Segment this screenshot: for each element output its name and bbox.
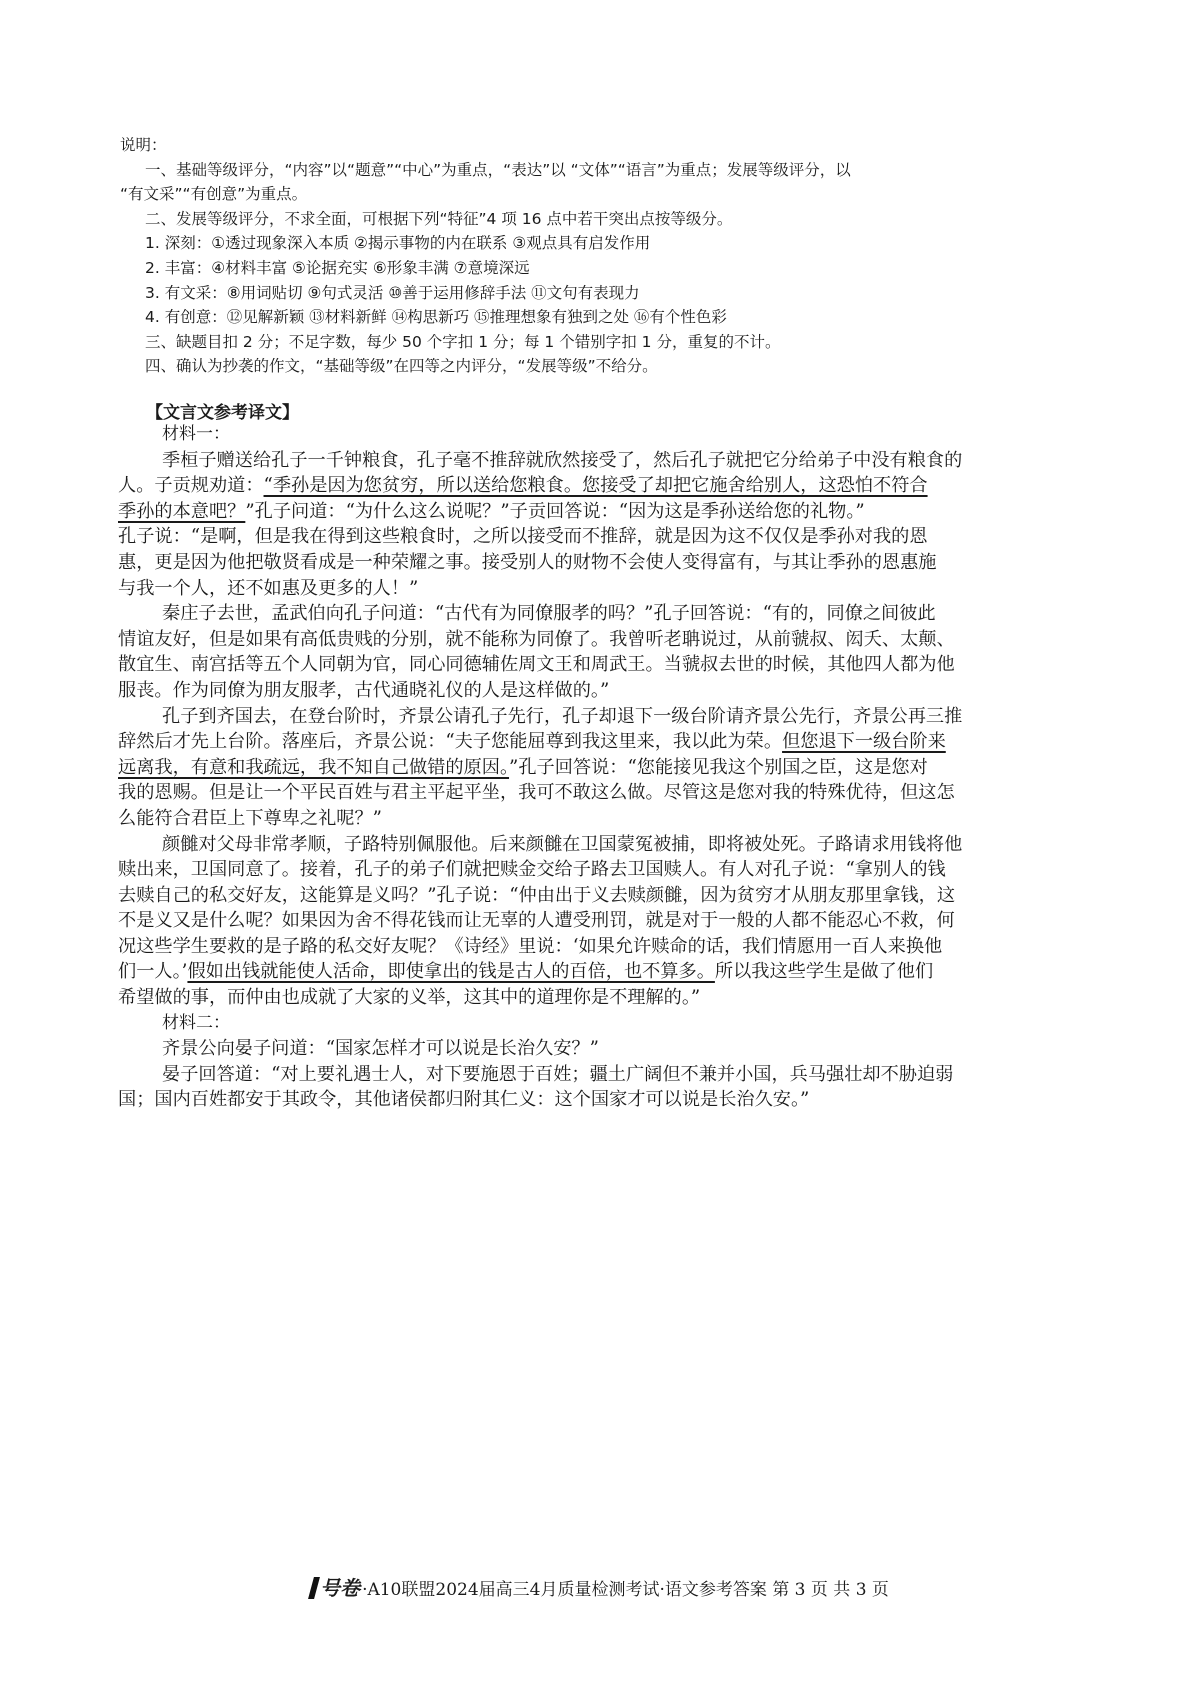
text-line: 季桓子赠送给孔子一千钟粮食，孔子毫不推辞就欣然接受了，然后孔子就把它分给弟子中没有粮食的 [162,449,963,471]
brand-mark-icon [308,1577,320,1599]
text-line: 孔子说：“是啊，但是我在得到这些粮食时，之所以接受而不推辞，就是因为这不仅仅是季孙对我的恩 [118,526,928,548]
text-line: 孔子到齐国去，在登台阶时，齐景公请孔子先行，孔子却退下一级台阶请齐景公先行，齐景公再三推 [162,705,963,727]
text-line: 惠，更是因为他把敬贤看成是一种荣耀之事。接受别人的财物不会使人变得富有，与其让季孙的恩惠施 [118,551,937,573]
underlined-text: 季孙的本意吧？ [118,500,246,522]
underlined-text: 但您退下一级台阶来 [782,731,946,753]
translation-title: 【文言文参考译文】 [146,403,299,423]
notes-line: 2. 丰富：④材料丰富 ⑤论据充实 ⑥形象丰满 ⑦意境深远 [145,258,530,277]
text-line: 秦庄子去世，孟武伯向孔子问道：“古代有为同僚服孝的吗？”孔子回答说：“有的，同僚之间彼此 [162,603,936,625]
text-span: 们一人。’ [118,961,188,983]
notes-title: 说明： [120,136,167,154]
text-line: 情谊友好，但是如果有高低贵贱的分别，就不能称为同僚了。我曾听老聃说过，从前虢叔、闳夭、太颠、 [118,628,955,650]
notes-line: 1. 深刻：①透过现象深入本质 ②揭示事物的内在联系 ③观点具有启发作用 [145,234,651,253]
text-line [118,959,1096,985]
notes-line: 4. 有创意：⑫见解新颖 ⑬材料新鲜 ⑭构思新巧 ⑮推理想象有独到之处 ⑯有个性色彩 [145,308,727,327]
footer-text: ·A10联盟2024届高三4月质量检测考试·语文参考答案 第 3 页 共 3 页 [362,1580,889,1600]
material-two-heading: 材料二： [162,1012,230,1033]
scoring-notes [120,133,1090,379]
notes-line: 四、确认为抄袭的作文，“基础等级”在四等之内评分，“发展等级”不给分。 [145,357,658,376]
brand-logo-text: 号卷 [320,1576,361,1600]
material-one-heading: 材料一： [162,424,230,444]
text-line: 况这些学生要救的是子路的私交好友呢？《诗经》里说：‘如果允许赎命的话，我们情愿用一百人来换他 [118,935,943,957]
text-span: ”孔子问道：“为什么这么说呢？”子贡回答说：“因为这是季孙送给您的礼物。” [245,500,865,522]
notes-line: 二、发展等级评分，不求全面，可根据下列“特征”4 项 16 点中若干突出点按等级分。 [145,209,733,228]
underlined-text: 假如出钱就能使人活命，即使拿出的钱是古人的百倍，也不算多。 [187,961,715,983]
text-line: 颜雠对父母非常孝顺，子路特别佩服他。后来颜雠在卫国蒙冤被捕，即将被处死。子路请求用钱将他 [162,833,963,855]
text-line [118,473,1096,499]
text-line: 不是义又是什么呢？如果因为舍不得花钱而让无辜的人遭受刑罚，就是对于一般的人都不能忍心不救，何 [118,910,955,932]
text-line: 散宜生、南宫括等五个人同朝为官，同心同德辅佐周文王和周武王。当虢叔去世的时候，其他四人都为他 [118,654,955,676]
text-line: 去赎自己的私交好友，这能算是义吗？”孔子说：“仲由出于义去赎颜雠，因为贫穷才从朋友那里拿钱，这 [118,884,956,906]
text-line: 我的恩赐。但是让一个平民百姓与君主平起平坐，我可不敢这么做。尽管这是您对我的特殊优待，但这怎 [118,782,955,804]
text-line: 么能符合君臣上下尊卑之礼呢？” [118,807,382,829]
underlined-text: 远离我，有意和我疏远，我不知自己做错的原因。 [118,756,510,778]
text-line [118,755,1096,781]
text-line: 服丧。作为同僚为朋友服孝，古代通晓礼仪的人是这样做的。” [118,679,610,701]
translation-body [118,422,1096,1113]
text-line [118,499,1096,525]
text-span: 所以我这些学生是做了他们 [714,961,934,983]
text-span: 人。子贡规劝道： [118,475,264,497]
underlined-text: “季孙是因为您贫穷，所以送给您粮食。您接受了却把它施舍给别人，这恐怕不符合 [263,475,928,497]
text-line: 与我一个人，还不如惠及更多的人！” [118,577,419,599]
notes-line: 一、基础等级评分，“内容”以“题意”“中心”为重点，“表达”以 “文体”“语言”为重点；发展等级评分，以 [145,160,851,179]
notes-line: 3. 有文采：⑧用词贴切 ⑨句式灵活 ⑩善于运用修辞手法 ⑪文句有表现力 [145,283,640,302]
notes-line: 三、缺题目扣 2 分；不足字数，每少 50 个字扣 1 分；每 1 个错别字扣 1 分，重复的不计。 [145,332,781,351]
text-line [118,729,1096,755]
text-span: ”孔子回答说：“您能接见我这个别国之臣，这是您对 [509,756,928,778]
page-footer [0,1572,1200,1601]
notes-line: “有文采”“有创意”为重点。 [120,185,308,204]
text-line: 希望做的事，而仲由也成就了大家的义举，这其中的道理你是不理解的。” [118,987,701,1009]
brand-logo [311,1572,360,1601]
text-line: 赎出来，卫国同意了。接着，孔子的弟子们就把赎金交给子路去卫国赎人。有人对孔子说：“拿别人的钱 [118,859,946,881]
text-span: 辞然后才先上台阶。落座后，齐景公说：“夫子您能屈尊到我这里来，我以此为荣。 [118,731,783,753]
text-line: 晏子回答道：“对上要礼遇士人，对下要施恩于百姓；疆土广阔但不兼并小国，兵马强壮却不胁迫弱 [162,1063,954,1085]
text-line: 国；国内百姓都安于其政令，其他诸侯都归附其仁义：这个国家才可以说是长治久安。” [118,1089,810,1111]
text-line: 齐景公向晏子问道：“国家怎样才可以说是长治久安？” [162,1038,599,1060]
